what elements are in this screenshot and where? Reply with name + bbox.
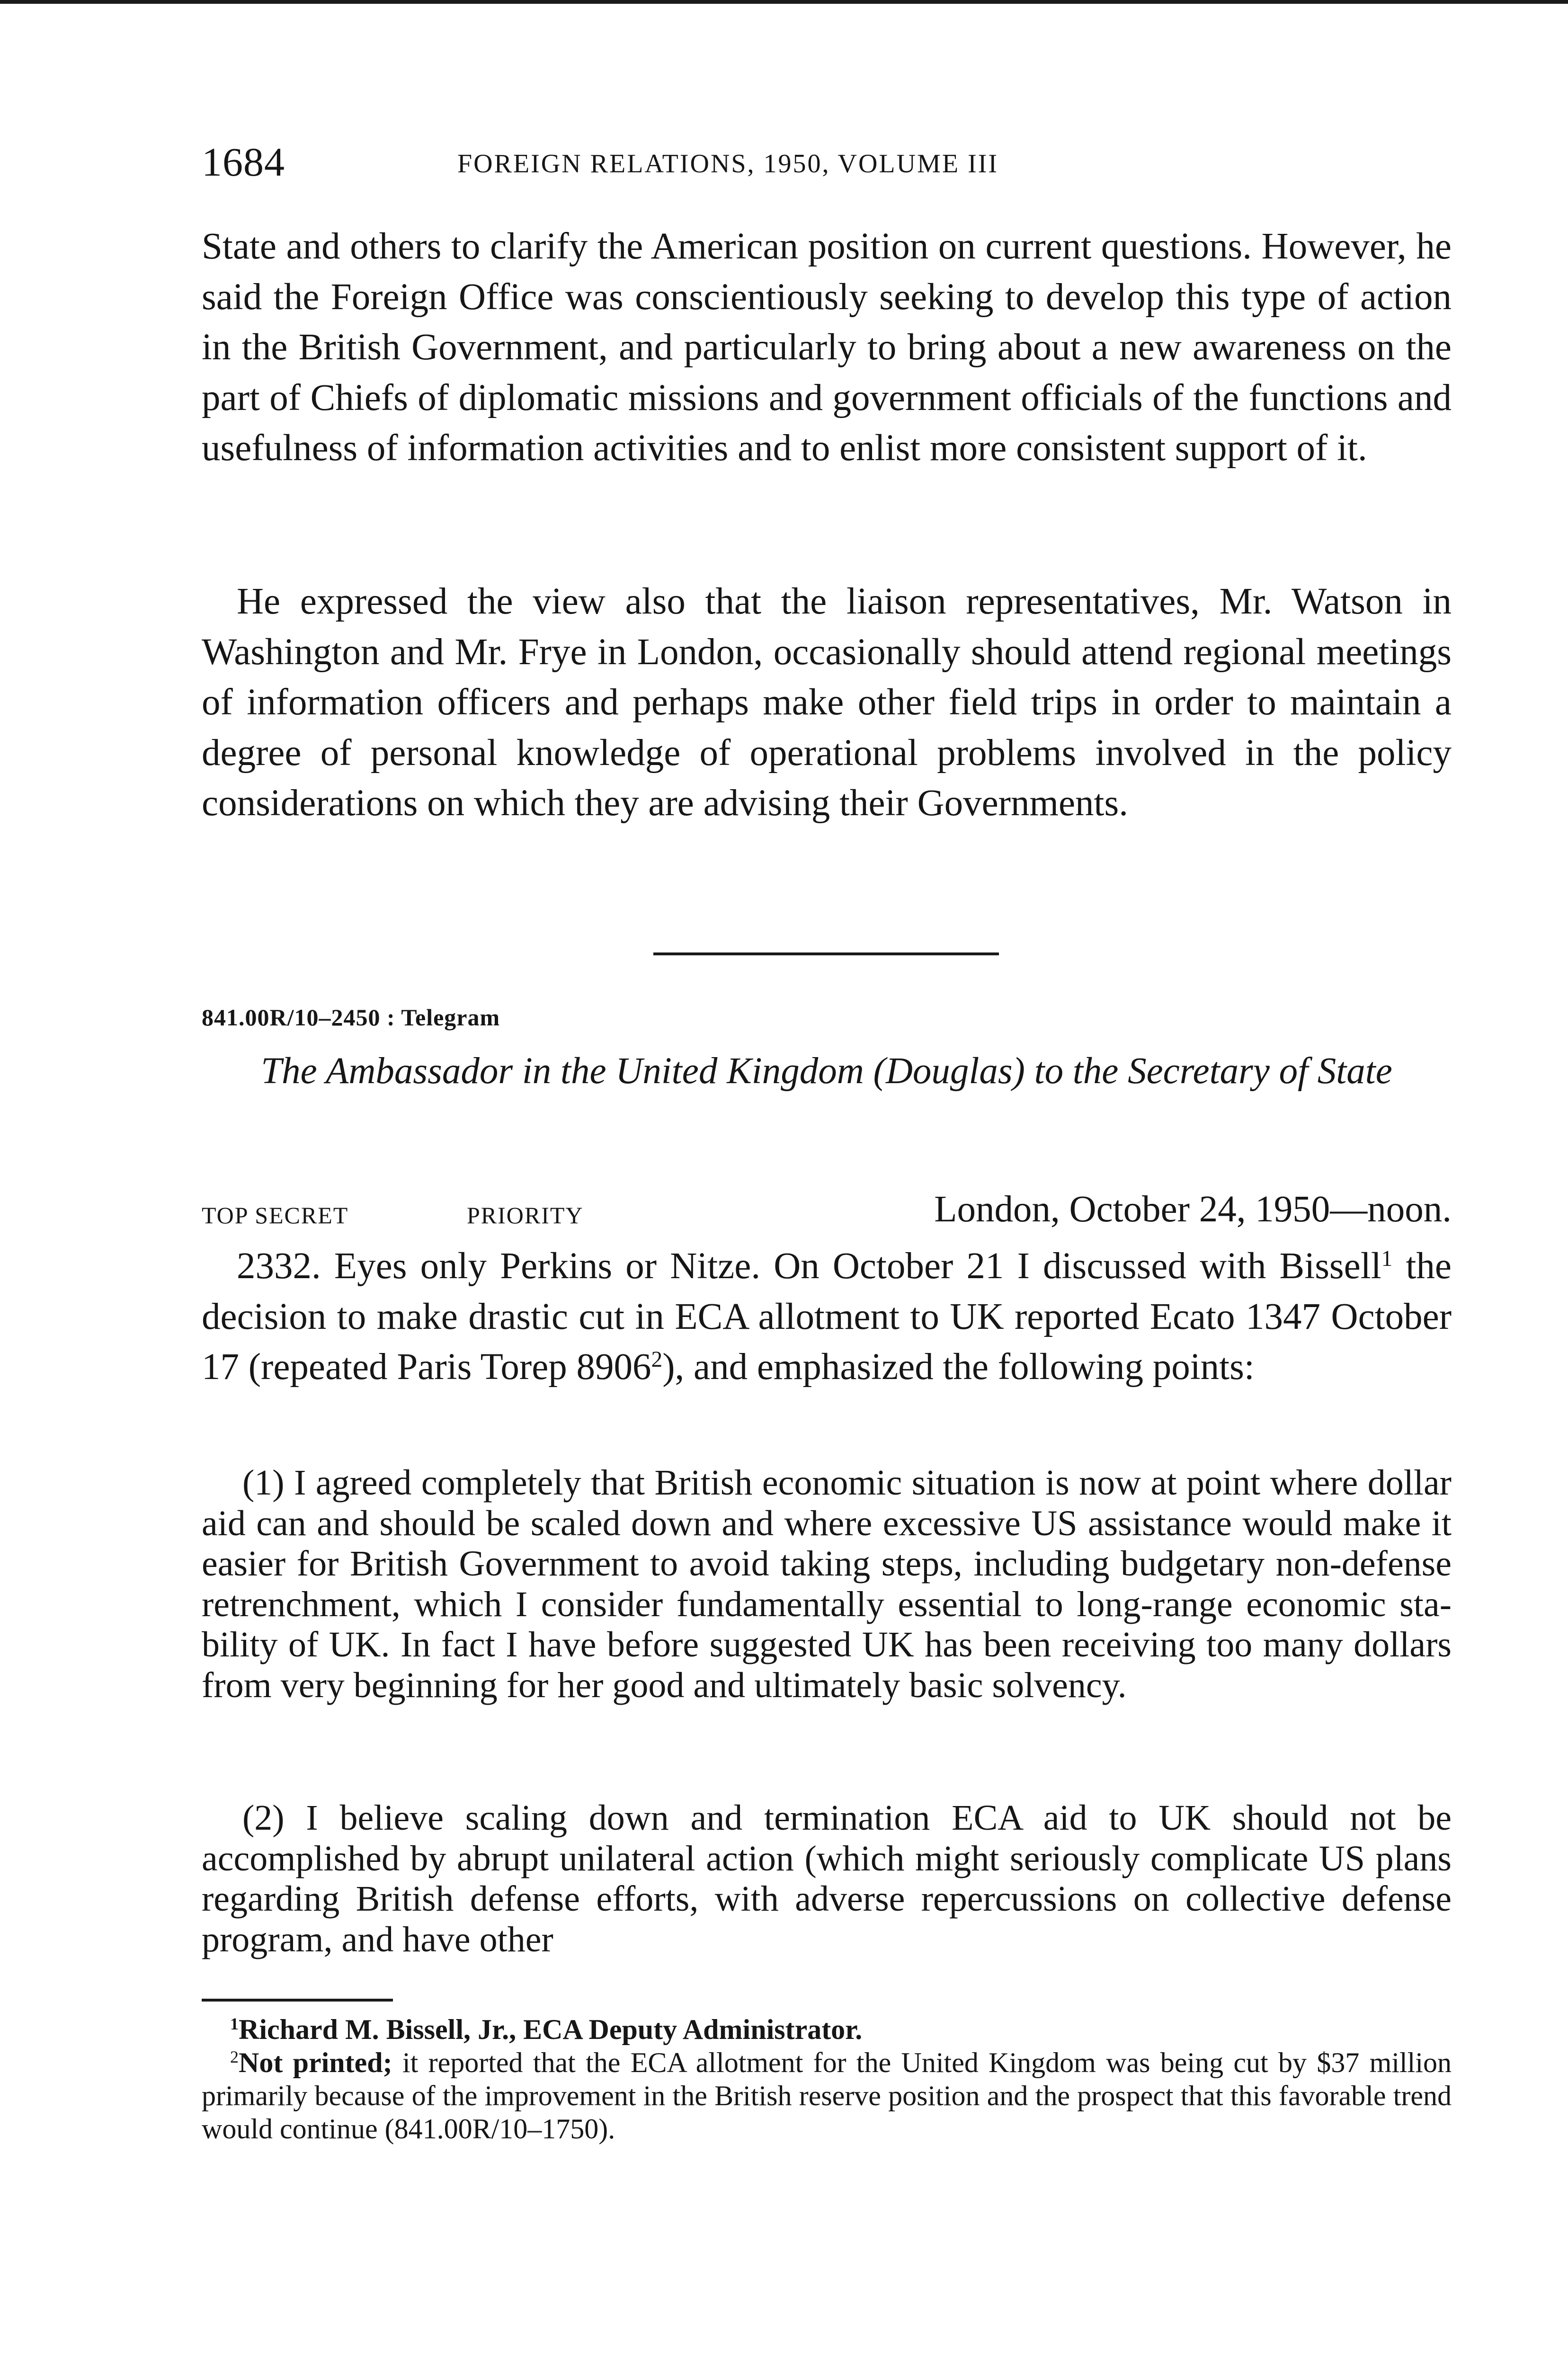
opening-text-3: ), and emphasized the following points: (662, 1346, 1255, 1388)
precedence-label: PRIORITY (467, 1202, 584, 1228)
point-1: (1) I agreed completely that British economic situation is now at point where dollar aid can and should be scaled down and where excessive US assistance would make it easier for British Government to avoid taking steps, including budgetary non-defense retrenchment, which I consider fundamentally essential to long-range economic stability of UK. In fact I have before suggested UK has been receiving too many dollars from very beginning for her good and ultimately basic solvency. (202, 1463, 1452, 1705)
footnote-ref-2: 2 (651, 1347, 663, 1372)
opening-text-2: the decision to make drastic cut in ECA allotment to UK reported Ecato 1347 October 17 (repeated Paris Torep 8906 (202, 1246, 1452, 1388)
dateline (202, 1188, 1452, 1236)
opening-text-1: 2332. Eyes only Perkins or Nitze. On October 21 I discussed with Bissell (237, 1246, 1381, 1287)
footnote-ref-1: 1 (1381, 1246, 1393, 1271)
page-header (202, 138, 1452, 190)
footnote-marker-1: 1 (230, 2014, 239, 2034)
top-border-rule (0, 0, 1568, 4)
telegram-opening (202, 1241, 1452, 1393)
footnote-marker-2: 2 (230, 2047, 239, 2067)
document-reference: 841.00R/10–2450 : Telegram (202, 1004, 500, 1031)
paragraph-liaison: He expressed the view also that the liaison representatives, Mr. Watson in Washington and Mr. Frye in London, occasionally should attend regional meetings of information officers and perhaps make other field trips in order to maintain a degree of personal knowledge of operational problems involved in the policy considerations on which they are advising their Governments. (202, 581, 1452, 824)
page-number: 1684 (202, 139, 285, 185)
classification-label: TOP SECRET (202, 1202, 349, 1228)
footnote-1 (202, 2013, 1452, 2046)
place-date: London, October 24, 1950—noon. (934, 1189, 1452, 1230)
footnote-1-text: Richard M. Bissell, Jr., ECA Deputy Administrator. (239, 2014, 863, 2045)
footnote-2-text: it reported that the ECA allotment for the United Kingdom was being cut by $37 million primarily because of the improvement in the British reserve position and the prospect that this favorable trend would continue (841.00R/10–1750). (202, 2047, 1452, 2145)
footnote-2-lead: Not printed; (239, 2047, 392, 2078)
point-2: (2) I believe scaling down and termination ECA aid to UK should not be accomplished by abrupt unilateral action (which might seriously complicate US plans regarding British defense efforts, with adverse repercussions on collective defense program, and have other (202, 1798, 1452, 1959)
paragraph-continued: State and others to clarify the American position on current questions. However, he said the Foreign Office was conscientiously seeking to develop this type of action in the British Government, and particularly to bring about a new awareness on the part of Chiefs of diplomatic missions and government officials of the functions and usefulness of information activities and to enlist more consistent support of it. (202, 226, 1452, 469)
footnote-rule (202, 1999, 393, 2002)
document-title: The Ambassador in the United Kingdom (Douglas) to the Secretary of State (261, 1050, 1392, 1092)
running-head: FOREIGN RELATIONS, 1950, VOLUME III (457, 149, 999, 178)
footnote-2 (202, 2046, 1452, 2145)
section-divider (653, 952, 999, 955)
